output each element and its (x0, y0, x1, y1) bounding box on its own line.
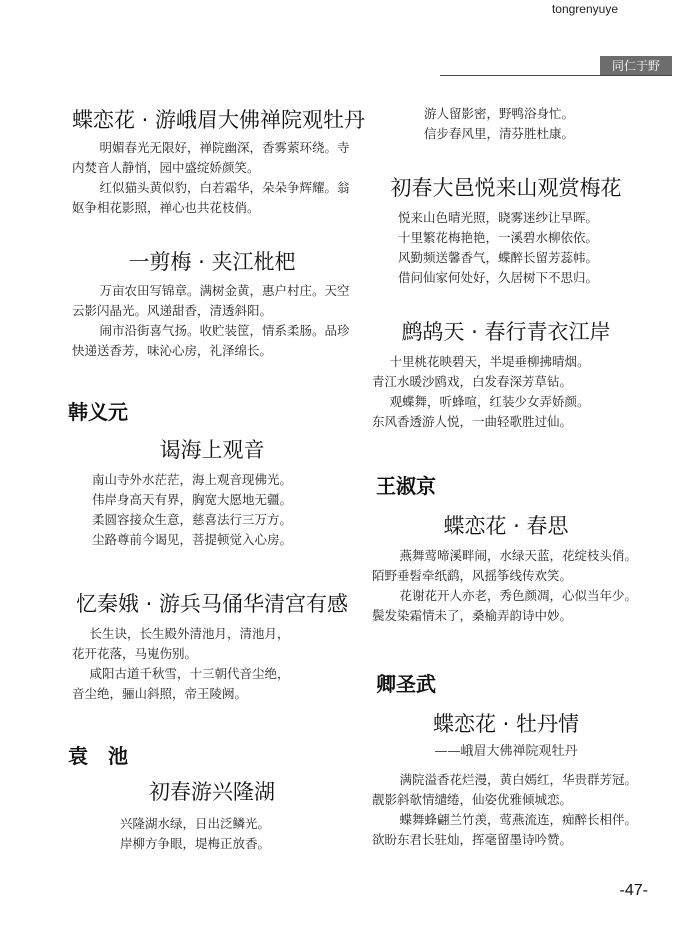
poem-body (72, 138, 352, 218)
poem-line: 游人留影密，野鸭浴身忙。 (424, 106, 575, 121)
author-name: 王淑京 (376, 474, 436, 498)
poem-title: 初春游兴隆湖 (149, 780, 275, 804)
author-name: 袁 池 (68, 744, 128, 768)
poem-line: 风勤频送馨香气，蝶醉长留芳蕊帏。 (398, 250, 599, 265)
poem-line: 音尘绝，骊山斜照，帝王陵阙。 (72, 686, 248, 701)
poem-line: 十里繁花梅艳艳，一溪碧水柳依依。 (398, 230, 599, 245)
header-pinyin: tongrenyuye (551, 2, 618, 16)
poem-line: 南山寺外水茫茫，海上观音现佛光。 (92, 472, 293, 487)
poem-title: 一剪梅 · 夹江枇杷 (128, 250, 296, 274)
poem-line: 信步春风里，清芬胜杜康。 (424, 126, 575, 141)
poem-stanza: 红似猫头黄似豹，白若霜华，朵朵争辉耀。翁妪争相花影照，禅心也共花枝俏。 (72, 180, 350, 215)
poem-body (372, 770, 640, 850)
poem-line: 花开花落，马嵬伤别。 (72, 646, 198, 661)
poem-line: 观蝶舞，听蜂喧，红装少女弄娇颜。 (389, 394, 590, 409)
poem-line: 咸阳古道千秋雪，十三朝代音尘绝， (89, 666, 290, 681)
poem-stanza: 明媚春光无限好，禅院幽深，香雾萦环绕。寺内焚音人静悄，园中盛绽娇颜笑。 (72, 140, 350, 175)
poem-body-continued (424, 104, 692, 144)
poem-line: 借问仙家何处好，久居树下不思归。 (398, 270, 599, 285)
poem-subtitle: ——峨眉大佛禅院观牡丹 (434, 744, 578, 759)
poem-title: 蝶恋花 · 春思 (443, 514, 569, 538)
poem-line: 悦来山色晴光照，晓雾迷纱让早晖。 (398, 210, 599, 225)
poem-stanza: 蝶舞蜂翩兰竹羡，莺燕流连，痴醉长相伴。欲盼东君长驻灿，挥毫留墨诗吟赞。 (372, 812, 638, 847)
poem-title: 鹧鸪天 · 春行青衣江岸 (401, 320, 611, 344)
poem-body (72, 281, 352, 361)
poem-body (372, 546, 640, 626)
poem-line: 兴隆湖水绿，日出泛鳞光。 (120, 816, 271, 831)
poem-stanza: 满院溢香花烂漫，黄白嫣红，华贵群芳冠。靓影斜欹情缱绻，仙姿优雅倾城恋。 (372, 772, 638, 807)
poem-title: 谒海上观音 (159, 438, 265, 462)
page-number: -47- (619, 882, 648, 899)
poem-line: 尘路尊前今谒见，菩提顿觉入心房。 (92, 532, 293, 547)
poem-stanza: 闹市沿街喜气扬。收贮装筐，情系柔肠。品珍快递送香芳，味沁心房，礼泽绵长。 (72, 323, 350, 358)
header-title: 同仁于野 (600, 56, 672, 76)
poem-title: 蝶恋花 · 牡丹情 (432, 712, 580, 736)
poem-stanza: 燕舞莺啼溪畔闹，水绿天蓝，花绽枝头俏。陌野垂髫牵纸鹞，风摇筝线传欢笑。 (372, 548, 638, 583)
poem-line: 东风香透游人悦，一曲轻歌胜过仙。 (372, 414, 573, 429)
poem-body (372, 352, 640, 432)
author-name: 韩义元 (68, 400, 128, 424)
poem-line: 青江水暖沙鸥戏，白发春深芳草钻。 (372, 374, 573, 389)
poem-body (398, 208, 666, 288)
poem-body (120, 814, 400, 854)
poem-line: 柔圆容接众生意，慈喜法行三万方。 (92, 512, 293, 527)
poem-stanza: 花谢花开人亦老，秀色颜凋，心似当年少。鬓发染霜情未了，桑榆弄韵诗中妙。 (372, 588, 638, 623)
header-rule (440, 75, 672, 76)
poem-line: 长生诀，长生殿外清池月，清池月， (89, 626, 290, 641)
poem-body (72, 624, 352, 704)
poem-line: 伟岸身高天有界，胸宽大愿地无疆。 (92, 492, 293, 507)
poem-title: 初春大邑悦来山观赏梅花 (390, 176, 622, 200)
author-name: 卿圣武 (376, 672, 436, 696)
poem-body (92, 470, 372, 550)
poem-stanza: 万亩农田写锦章。满树金黄，惠户村庄。天空云影闪晶光。风递甜香，清透斜阳。 (72, 283, 350, 318)
poem-title: 蝶恋花 · 游峨眉大佛禅院观牡丹 (72, 108, 366, 132)
poem-title: 忆秦娥 · 游兵马俑华清宫有感 (75, 592, 349, 616)
poem-line: 岸柳方争眼，堤梅正放香。 (120, 836, 271, 851)
poem-line: 十里桃花映碧天，半堤垂柳拂晴烟。 (389, 354, 590, 369)
